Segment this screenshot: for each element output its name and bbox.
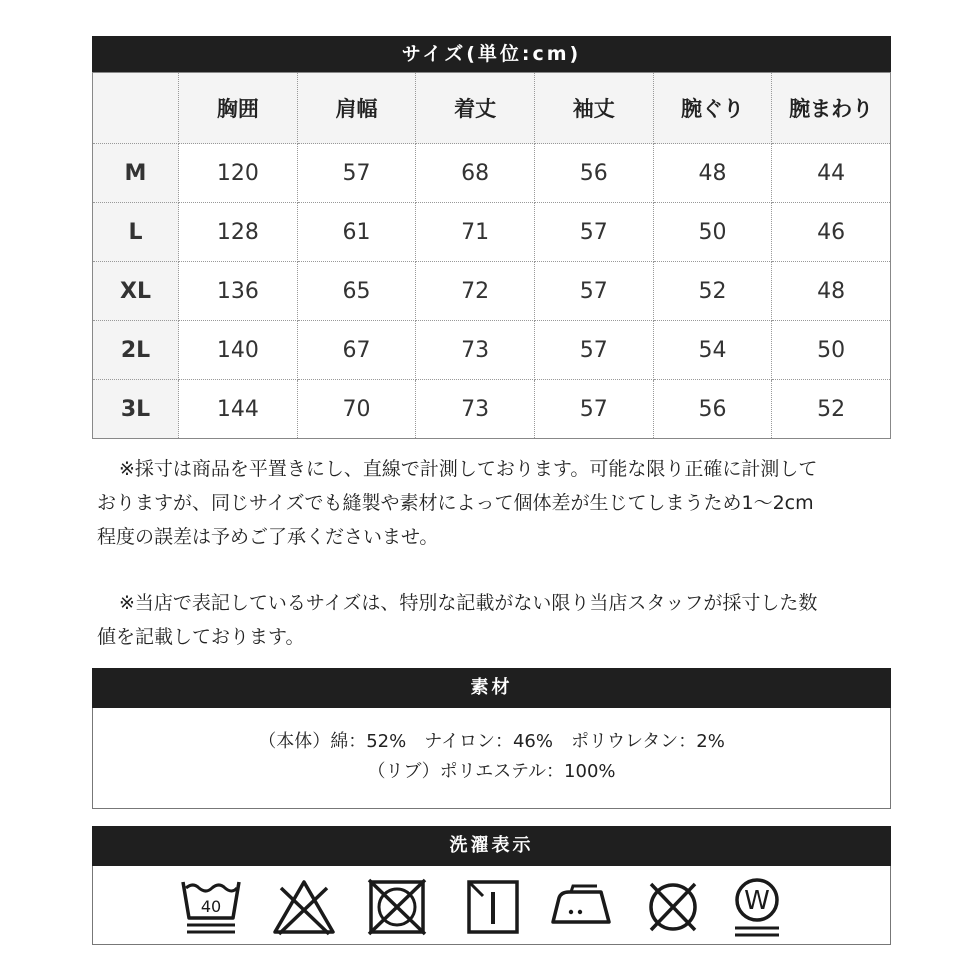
column-header-shoulder: 肩幅 (297, 73, 416, 144)
table-cell: 50 (772, 321, 891, 380)
size-label: 3L (93, 380, 179, 439)
size-table (92, 72, 891, 439)
column-header-sleeve: 袖丈 (534, 73, 653, 144)
table-cell: 57 (534, 380, 653, 439)
table-cell: 56 (534, 144, 653, 203)
size-label: 2L (93, 321, 179, 380)
size-label: XL (93, 262, 179, 321)
column-header-size (93, 73, 179, 144)
line-dry-shade-icon (463, 876, 523, 936)
table-cell: 70 (297, 380, 416, 439)
note-line: ※当店で表記しているサイズは、特別な記載がない限り当店スタッフが採寸した数 (119, 592, 818, 614)
table-cell: 73 (416, 321, 535, 380)
material-box (92, 708, 891, 809)
table-cell: 57 (297, 144, 416, 203)
table-cell: 46 (772, 203, 891, 262)
table-cell: 52 (772, 380, 891, 439)
table-cell: 67 (297, 321, 416, 380)
table-cell: 48 (772, 262, 891, 321)
column-header-arm-circumference: 腕まわり (772, 73, 891, 144)
table-cell: 61 (297, 203, 416, 262)
note-line: おりますが、同じサイズでも縫製や素材によって個体差が生じてしまうため1～2cm (97, 492, 814, 514)
column-header-chest: 胸囲 (179, 73, 298, 144)
material-section-title: 素材 (92, 668, 891, 708)
table-cell: 140 (179, 321, 298, 380)
wet-clean-label: W (744, 886, 770, 916)
measurement-note (97, 452, 897, 554)
note-line: 程度の誤差は予めご了承くださいませ。 (97, 526, 439, 548)
table-cell: 65 (297, 262, 416, 321)
no-dry-clean-icon (641, 876, 705, 936)
table-cell: 57 (534, 262, 653, 321)
table-cell: 120 (179, 144, 298, 203)
table-row (93, 144, 891, 203)
table-cell: 144 (179, 380, 298, 439)
table-cell: 56 (653, 380, 772, 439)
wet-clean-gentle-icon (727, 876, 787, 940)
care-section-title: 洗濯表示 (92, 826, 891, 866)
note-line: 値を記載しております。 (97, 626, 305, 648)
size-notation-note (97, 586, 897, 654)
table-row (93, 321, 891, 380)
table-cell: 72 (416, 262, 535, 321)
size-label: L (93, 203, 179, 262)
wash-40-gentle-icon (179, 876, 243, 936)
table-cell: 128 (179, 203, 298, 262)
wash-temperature-label: 40 (200, 897, 222, 916)
table-cell: 136 (179, 262, 298, 321)
table-cell: 57 (534, 321, 653, 380)
table-cell: 57 (534, 203, 653, 262)
size-label: M (93, 144, 179, 203)
table-cell: 52 (653, 262, 772, 321)
table-cell: 50 (653, 203, 772, 262)
table-row (93, 262, 891, 321)
size-section-title: サイズ(単位:cm) (92, 36, 891, 72)
column-header-length: 着丈 (416, 73, 535, 144)
table-row (93, 380, 891, 439)
table-cell: 44 (772, 144, 891, 203)
material-line-body: （本体）綿：52% ナイロン：46% ポリウレタン：2% (258, 731, 725, 752)
table-cell: 68 (416, 144, 535, 203)
no-bleach-icon (271, 876, 337, 936)
column-header-armhole: 腕ぐり (653, 73, 772, 144)
table-cell: 73 (416, 380, 535, 439)
table-cell: 54 (653, 321, 772, 380)
note-line: ※採寸は商品を平置きにし、直線で計測しております。可能な限り正確に計測して (119, 458, 818, 480)
material-line-rib: （リブ）ポリエステル：100% (367, 761, 616, 782)
table-row (93, 203, 891, 262)
iron-low-icon (547, 876, 617, 936)
table-cell: 48 (653, 144, 772, 203)
size-table-header-row (93, 73, 891, 144)
care-symbols-box (92, 866, 891, 945)
no-tumble-dry-icon (365, 876, 429, 936)
table-cell: 71 (416, 203, 535, 262)
